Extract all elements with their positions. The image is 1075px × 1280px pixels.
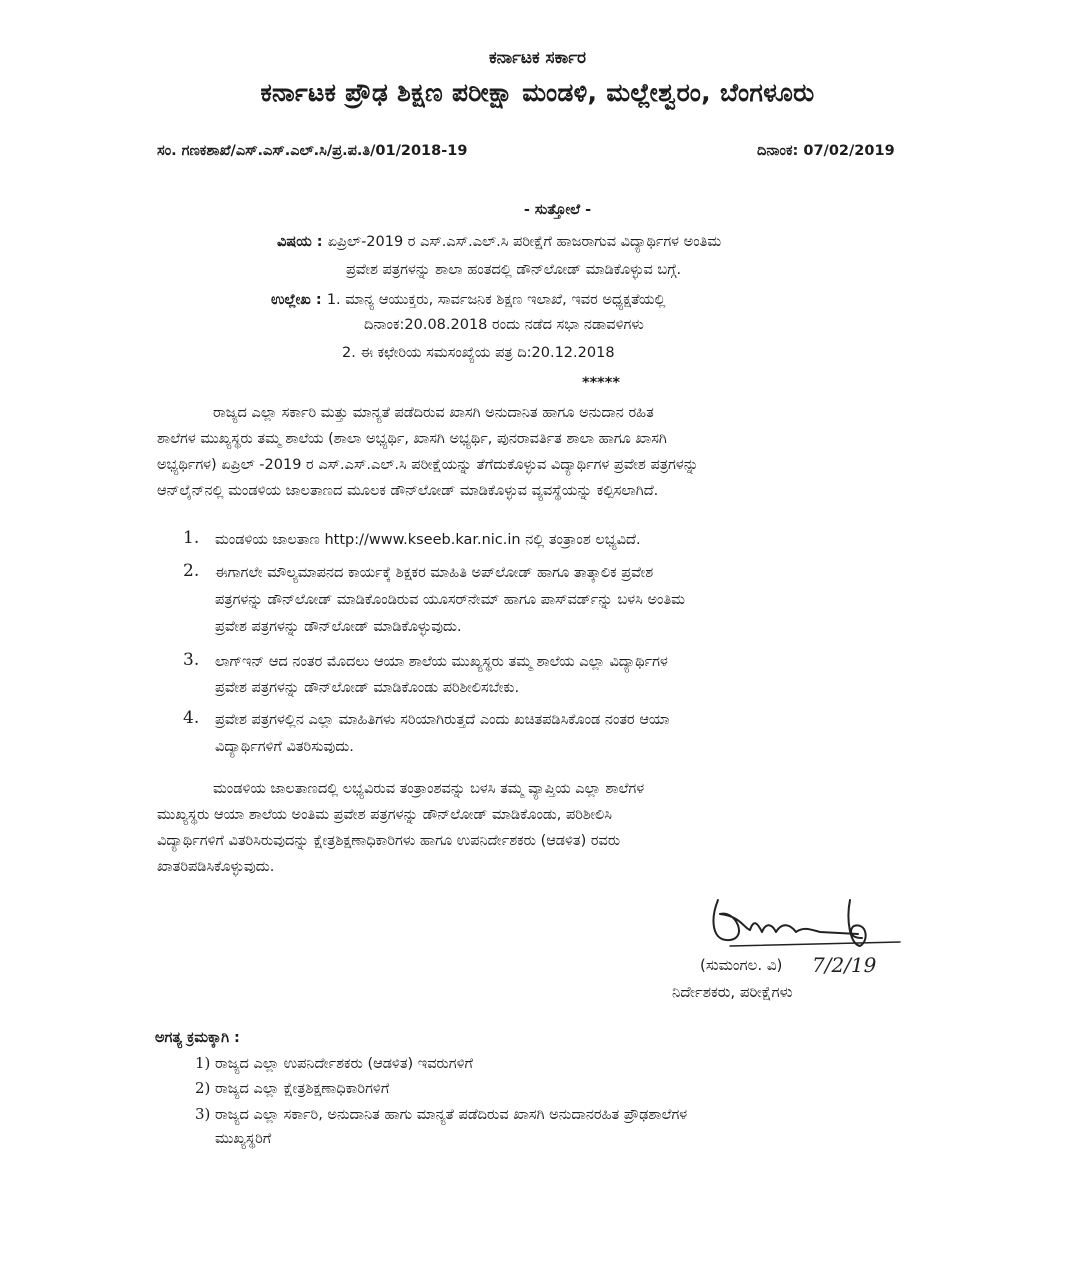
date-value: 07/02/2019 (803, 143, 895, 159)
copy-item-1 (195, 1054, 473, 1072)
intro-line-1: ರಾಜ್ಯದ ಎಲ್ಲಾ ಸರ್ಕಾರಿ ಮತ್ತು ಮಾನ್ಯತೆ ಪಡೆದಿರುವ ಖಾಸಗಿ ಅನುದಾನಿತ ಹಾಗೂ ಅನುದಾನ ರಹಿತ (213, 405, 654, 421)
reference-number: ಸಂ. ಗಣಕಶಾಖೆ/ಎಸ್.ಎಸ್.ಎಲ್.ಸಿ/ಪ್ರ.ಪ.ತಿ/01/2018-19 (157, 143, 468, 159)
point-3-line-1: ಲಾಗ್‌ಇನ್ ಆದ ನಂತರ ಮೊದಲು ಆಯಾ ಶಾಲೆಯ ಮುಖ್ಯಸ್ಥರು ತಮ್ಮ ಶಾಲೆಯ ಎಲ್ಲಾ ವಿದ್ಯಾರ್ಥಿಗಳ (215, 654, 668, 670)
point-2-number: 2. (183, 561, 200, 581)
subject-text-2: ಪ್ರವೇಶ ಪತ್ರಗಳನ್ನು ಶಾಲಾ ಹಂತದಲ್ಲಿ ಡೌನ್‌ಲೋಡ್ ಮಾಡಿಕೊಳ್ಳುವ ಬಗ್ಗೆ. (346, 262, 682, 278)
separator-stars: ***** (582, 375, 620, 391)
reference-2-text: 2. ಈ ಕಛೇರಿಯ ಸಮಸಂಖ್ಯೆಯ ಪತ್ರ ದಿ:20.12.2018 (342, 345, 615, 361)
intro-line-3: ಅಭ್ಯರ್ಥಿಗಳ) ಏಪ್ರಿಲ್ -2019 ರ ಎಸ್.ಎಸ್.ಎಲ್.ಸಿ ಪರೀಕ್ಷೆಯನ್ನು ತೆಗೆದುಕೊಳ್ಳುವ ವಿದ್ಯಾರ್ಥಿಗಳ ಪ್ರವೇಶ ಪತ್ರಗಳನ್ನು (157, 457, 699, 473)
point-3-line-2: ಪ್ರವೇಶ ಪತ್ರಗಳನ್ನು ಡೌನ್‌ಲೋಡ್ ಮಾಡಿಕೊಂಡು ಪರಿಶೀಲಿಸಬೇಕು. (215, 680, 520, 696)
closing-line-3: ವಿದ್ಯಾರ್ಥಿಗಳಿಗೆ ವಿತರಿಸಿರುವುದನ್ನು ಕ್ಷೇತ್ರಶಿಕ್ಷಣಾಧಿಕಾರಿಗಳು ಹಾಗೂ ಉಪನಿರ್ದೇಶಕರು (ಆಡಳಿತ) ರವರು (157, 833, 621, 849)
closing-line-4: ಖಾತರಿಪಡಿಸಿಕೊಳ್ಳುವುದು. (157, 859, 275, 875)
closing-line-2: ಮುಖ್ಯಸ್ಥರು ಆಯಾ ಶಾಲೆಯ ಅಂತಿಮ ಪ್ರವೇಶ ಪತ್ರಗಳನ್ನು ಡೌನ್‌ಲೋಡ್ ಮಾಡಿಕೊಂಡು, ಪರಿಶೀಲಿಸಿ (157, 807, 612, 823)
copy-item-3-line-2: ಮುಖ್ಯಸ್ಥರಿಗೆ (215, 1131, 272, 1147)
copy-to-heading: ಅಗತ್ಯ ಕ್ರಮಕ್ಕಾಗಿ : (155, 1030, 240, 1046)
board-heading: ಕರ್ನಾಟಕ ಪ್ರೌಢ ಶಿಕ್ಷಣ ಪರೀಕ್ಷಾ ಮಂಡಳಿ, ಮಲ್ಲೇಶ್ವರಂ, ಬೆಂಗಳೂರು (260, 78, 815, 107)
copy-item-2-text: ರಾಜ್ಯದ ಎಲ್ಲಾ ಕ್ಷೇತ್ರಶಿಕ್ಷಣಾಧಿಕಾರಿಗಳಿಗೆ (215, 1081, 390, 1097)
point-3-number: 3. (183, 650, 200, 670)
reference-1-text-2: ದಿನಾಂಕ:20.08.2018 ರಂದು ನಡೆದ ಸಭಾ ನಡಾವಳಿಗಳು (364, 317, 644, 333)
point-4-line-2: ವಿದ್ಯಾರ್ಥಿಗಳಿಗೆ ವಿತರಿಸುವುದು. (215, 739, 354, 755)
copy-item-1-number: 1) (195, 1054, 211, 1072)
subject-text-1: ಏಪ್ರಿಲ್-2019 ರ ಎಸ್.ಎಸ್.ಎಲ್.ಸಿ ಪರೀಕ್ಷೆಗೆ ಹಾಜರಾಗುವ ವಿದ್ಯಾರ್ಥಿಗಳ ಅಂತಿಮ (327, 234, 722, 250)
point-2-line-2: ಪತ್ರಗಳನ್ನು ಡೌನ್‌ಲೋಡ್ ಮಾಡಿಕೊಂಡಿರುವ ಯೂಸರ್‌ನೇಮ್ ಹಾಗೂ ಪಾಸ್‌ವರ್ಡ್‌ನ್ನು ಬಳಸಿ ಅಂತಿಮ (215, 592, 685, 608)
reference-line-1 (271, 289, 665, 308)
copy-item-3-text: ರಾಜ್ಯದ ಎಲ್ಲಾ ಸರ್ಕಾರಿ, ಅನುದಾನಿತ ಹಾಗು ಮಾನ್ಯತೆ ಪಡೆದಿರುವ ಖಾಸಗಿ ಅನುದಾನರಹಿತ ಪ್ರೌಢಶಾಲೆಗಳ (215, 1107, 688, 1123)
copy-item-2 (195, 1079, 389, 1097)
signatory-name: (ಸುಮಂಗಲ. ವಿ) (700, 956, 783, 974)
point-2-line-3: ಪ್ರವೇಶ ಪತ್ರಗಳನ್ನು ಡೌನ್‌ಲೋಡ್ ಮಾಡಿಕೊಳ್ಳುವುದು. (215, 619, 462, 635)
point-2-line-1: ಈಗಾಗಲೇ ಮೌಲ್ಯಮಾಪನದ ಕಾರ್ಯಕ್ಕೆ ಶಿಕ್ಷಕರ ಮಾಹಿತಿ ಅಪ್‌ಲೋಡ್ ಹಾಗೂ ತಾತ್ಕಾಲಿಕ ಪ್ರವೇಶ (215, 565, 654, 581)
intro-line-4: ಆನ್‌ಲೈನ್‌ನಲ್ಲಿ ಮಂಡಳಿಯ ಜಾಲತಾಣದ ಮೂಲಕ ಡೌನ್‌ಲೋಡ್ ಮಾಡಿಕೊಳ್ಳುವ ವ್ಯವಸ್ಥೆಯನ್ನು ಕಲ್ಪಿಸಲಾಗಿದೆ. (157, 483, 659, 499)
date-label: ದಿನಾಂಕ: (757, 143, 799, 159)
intro-line-2: ಶಾಲೆಗಳ ಮುಖ್ಯಸ್ಥರು ತಮ್ಮ ಶಾಲೆಯ (ಶಾಲಾ ಅಭ್ಯರ್ಥಿ, ಖಾಸಗಿ ಅಭ್ಯರ್ಥಿ, ಪುನರಾವರ್ತಿತ ಶಾಲಾ ಹಾಗೂ ಖಾಸಗಿ (157, 431, 667, 447)
subject-line-1 (277, 231, 721, 250)
date-line (757, 143, 895, 159)
reference-1-text: 1. ಮಾನ್ಯ ಆಯುಕ್ತರು, ಸಾರ್ವಜನಿಕ ಶಿಕ್ಷಣ ಇಲಾಖೆ, ಇವರ ಅಧ್ಯಕ್ಷತೆಯಲ್ಲಿ (326, 292, 666, 308)
signatory-designation: ನಿರ್ದೇಶಕರು, ಪರೀಕ್ಷೆಗಳು (672, 983, 793, 1001)
copy-item-1-text: ರಾಜ್ಯದ ಎಲ್ಲಾ ಉಪನಿರ್ದೇಶಕರು (ಆಡಳಿತ) ಇವರುಗಳಿಗೆ (215, 1056, 473, 1072)
subject-label: ವಿಷಯ : (277, 234, 323, 250)
copy-item-3-number: 3) (195, 1105, 211, 1123)
copy-item-3 (195, 1105, 687, 1123)
closing-line-1: ಮಂಡಳಿಯ ಜಾಲತಾಣದಲ್ಲಿ ಲಭ್ಯವಿರುವ ತಂತ್ರಾಂಶವನ್ನು ಬಳಸಿ ತಮ್ಮ ವ್ಯಾಪ್ತಿಯ ಎಲ್ಲಾ ಶಾಲೆಗಳ (213, 781, 645, 797)
government-heading: ಕರ್ನಾಟಕ ಸರ್ಕಾರ (488, 48, 587, 68)
point-1-line-1: ಮಂಡಳಿಯ ಜಾಲತಾಣ http://www.kseeb.kar.nic.in ನಲ್ಲಿ ತಂತ್ರಾಂಶ ಲಭ್ಯವಿದೆ. (215, 532, 641, 548)
point-4-number: 4. (183, 708, 200, 728)
point-4-line-1: ಪ್ರವೇಶ ಪತ್ರಗಳಲ್ಲಿನ ಎಲ್ಲಾ ಮಾಹಿತಿಗಳು ಸರಿಯಾಗಿರುತ್ತದೆ ಎಂದು ಖಚಿತಪಡಿಸಿಕೊಂಡ ನಂತರ ಆಯಾ (215, 712, 670, 728)
point-1-number: 1. (183, 528, 200, 548)
handwritten-date: 7/2/19 (812, 953, 877, 977)
circular-title: - ಸುತ್ತೋಲೆ - (523, 202, 592, 218)
reference-label: ಉಲ್ಲೇಖ : (271, 292, 322, 308)
copy-item-2-number: 2) (195, 1079, 211, 1097)
